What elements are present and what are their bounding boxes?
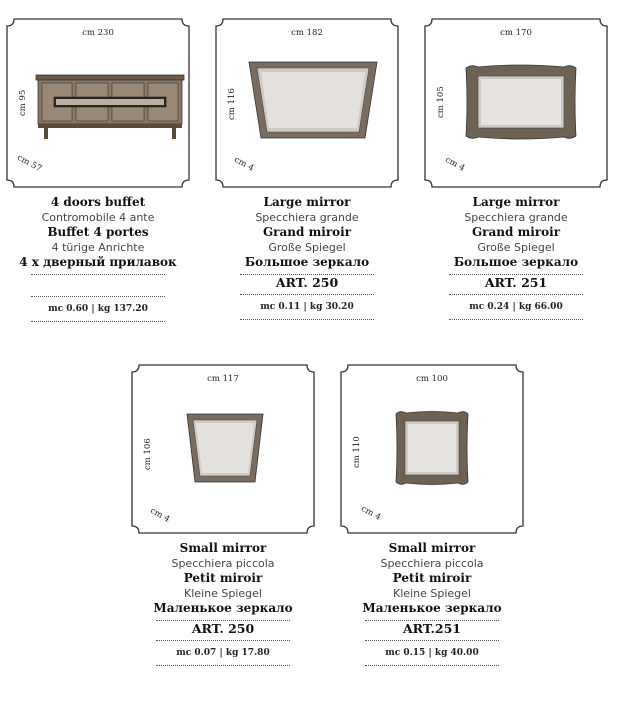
dotted-divider [365, 640, 499, 641]
volume-weight: mc 0.60 | kg 137.20 [48, 304, 148, 314]
mirror-image [185, 412, 265, 484]
dotted-divider [240, 294, 374, 295]
article-number: ART. 250 [191, 621, 255, 636]
name-french: Grand miroir [262, 225, 352, 239]
height-dimension: cm 106 [143, 438, 153, 470]
dotted-divider [31, 296, 165, 297]
height-dimension: cm 116 [227, 88, 237, 120]
name-russian: Большое зеркало [453, 255, 579, 269]
article-number: ART. 251 [484, 275, 548, 290]
name-italian: Specchiera grande [464, 211, 568, 224]
depth-dimension: cm 4 [148, 506, 172, 525]
mirror-image [394, 410, 470, 486]
name-german: Kleine Spiegel [393, 587, 471, 600]
depth-dimension: cm 4 [443, 155, 467, 174]
volume-weight: mc 0.24 | kg 66.00 [469, 302, 563, 312]
name-italian: Contromobile 4 ante [41, 211, 155, 224]
name-russian: 4 х дверный прилавок [19, 255, 177, 269]
product-info-large-mirror-251 [421, 195, 611, 320]
volume-weight: mc 0.11 | kg 30.20 [260, 302, 354, 312]
product-info-large-mirror-250 [212, 195, 402, 320]
name-russian: Маленькое зеркало [362, 601, 502, 615]
name-english: Small mirror [179, 541, 267, 555]
name-italian: Specchiera piccola [171, 557, 275, 570]
name-english: Large mirror [472, 195, 560, 209]
name-german: 4 türige Anrichte [51, 241, 145, 254]
name-french: Petit miroir [392, 571, 472, 585]
name-french: Petit miroir [183, 571, 263, 585]
height-dimension: cm 110 [352, 436, 362, 468]
product-card-buffet [6, 18, 190, 188]
dotted-divider [31, 321, 165, 322]
mirror-image [247, 60, 379, 140]
article-number [3, 275, 193, 292]
article-number: ART. 250 [275, 275, 339, 290]
depth-dimension: cm 57 [15, 153, 44, 175]
name-english: Small mirror [388, 541, 476, 555]
product-info-small-mirror-251 [337, 541, 527, 666]
dotted-divider [156, 665, 290, 666]
volume-weight: mc 0.15 | kg 40.00 [385, 648, 479, 658]
name-german: Große Spiegel [268, 241, 346, 254]
name-russian: Большое зеркало [244, 255, 370, 269]
name-german: Kleine Spiegel [184, 587, 262, 600]
volume-weight: mc 0.07 | kg 17.80 [176, 648, 270, 658]
width-dimension: cm 170 [500, 28, 532, 38]
buffet-image [34, 72, 186, 140]
name-french: Grand miroir [471, 225, 561, 239]
name-italian: Specchiera piccola [380, 557, 484, 570]
dotted-divider [240, 319, 374, 320]
width-dimension: cm 100 [416, 374, 448, 384]
product-card-small-mirror-250 [131, 364, 315, 534]
depth-dimension: cm 4 [359, 504, 383, 523]
height-dimension: cm 105 [436, 86, 446, 118]
product-card-large-mirror-250 [215, 18, 399, 188]
width-dimension: cm 117 [207, 374, 239, 384]
height-dimension: cm 95 [18, 89, 28, 116]
dotted-divider [449, 319, 583, 320]
width-dimension: cm 230 [82, 28, 114, 38]
mirror-image [464, 64, 578, 140]
dotted-divider [156, 640, 290, 641]
name-german: Große Spiegel [477, 241, 555, 254]
dotted-divider [449, 294, 583, 295]
width-dimension: cm 182 [291, 28, 323, 38]
name-english: Large mirror [263, 195, 351, 209]
product-card-small-mirror-251 [340, 364, 524, 534]
dotted-divider [365, 665, 499, 666]
name-russian: Маленькое зеркало [153, 601, 293, 615]
product-card-large-mirror-251 [424, 18, 608, 188]
name-french: Buffet 4 portes [47, 225, 149, 239]
product-info-buffet [3, 195, 193, 322]
article-number: ART.251 [402, 621, 461, 636]
product-info-small-mirror-250 [128, 541, 318, 666]
name-italian: Specchiera grande [255, 211, 359, 224]
depth-dimension: cm 4 [232, 155, 256, 174]
name-english: 4 doors buffet [50, 195, 146, 209]
